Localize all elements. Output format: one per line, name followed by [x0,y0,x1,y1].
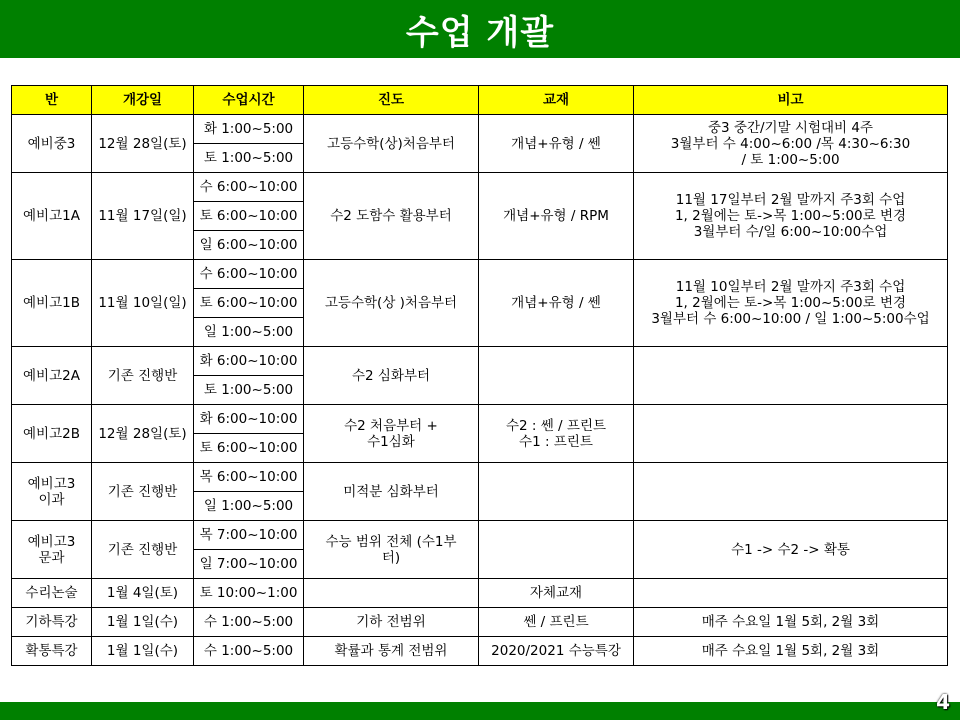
textbook-cell: 개념+유형 / 쎈 [479,260,634,347]
table-row [12,608,948,637]
note-cell: 11월 10일부터 2월 말까지 주3회 수업 1, 2월에는 토->목 1:00~5:00로 변경 3월부터 수 6:00~10:00 / 일 1:00~5:00수업 [634,260,948,347]
progress-cell: 기하 전범위 [304,608,479,637]
note-cell: 중3 중간/기말 시험대비 4주 3월부터 수 4:00~6:00 /목 4:30~6:30 / 토 1:00~5:00 [634,115,948,173]
note-cell: 매주 수요일 1월 5회, 2월 3회 [634,608,948,637]
class-name-cell: 확통특강 [12,637,92,666]
class-time-cell: 토 6:00~10:00 [194,289,304,318]
class-time-cell: 수 6:00~10:00 [194,260,304,289]
class-time-cell: 토 1:00~5:00 [194,144,304,173]
table-row [12,347,948,376]
note-cell: 수1 -> 수2 -> 확통 [634,521,948,579]
progress-cell: 수능 범위 전체 (수1부 터) [304,521,479,579]
header-class: 반 [12,86,92,115]
class-time-cell: 토 6:00~10:00 [194,434,304,463]
table-row [12,521,948,550]
class-time-cell: 수 6:00~10:00 [194,173,304,202]
class-time-cell: 수 1:00~5:00 [194,637,304,666]
page-title: 수업 개괄 [405,12,555,53]
class-time-cell: 일 1:00~5:00 [194,492,304,521]
textbook-cell: 수2 : 쎈 / 프린트 수1 : 프린트 [479,405,634,463]
class-time-cell: 수 1:00~5:00 [194,608,304,637]
note-cell [634,463,948,521]
progress-cell: 수2 도함수 활용부터 [304,173,479,260]
table-row [12,637,948,666]
progress-cell: 수2 처음부터 + 수1심화 [304,405,479,463]
class-name-cell: 예비고3 이과 [12,463,92,521]
table-row [12,260,948,289]
class-time-cell: 토 6:00~10:00 [194,202,304,231]
note-cell [634,405,948,463]
textbook-cell [479,521,634,579]
textbook-cell: 2020/2021 수능특강 [479,637,634,666]
class-name-cell: 예비고2B [12,405,92,463]
table-row [12,579,948,608]
class-name-cell: 예비고2A [12,347,92,405]
class-time-cell: 일 6:00~10:00 [194,231,304,260]
class-name-cell: 수리논술 [12,579,92,608]
class-time-cell: 목 6:00~10:00 [194,463,304,492]
class-time-cell: 화 1:00~5:00 [194,115,304,144]
note-cell [634,579,948,608]
start-date-cell: 1월 1일(수) [92,637,194,666]
class-time-cell: 목 7:00~10:00 [194,521,304,550]
class-time-cell: 일 1:00~5:00 [194,318,304,347]
start-date-cell: 기존 진행반 [92,347,194,405]
class-time-cell: 일 7:00~10:00 [194,550,304,579]
textbook-cell: 쎈 / 프린트 [479,608,634,637]
start-date-cell: 11월 17일(일) [92,173,194,260]
progress-cell: 고등수학(상)처음부터 [304,115,479,173]
table-row [12,463,948,492]
note-cell: 매주 수요일 1월 5회, 2월 3회 [634,637,948,666]
schedule-table [11,85,948,666]
class-time-cell: 토 10:00~1:00 [194,579,304,608]
note-cell: 11월 17일부터 2월 말까지 주3회 수업 1, 2월에는 토->목 1:00~5:00로 변경 3월부터 수/일 6:00~10:00수업 [634,173,948,260]
start-date-cell: 12월 28일(토) [92,115,194,173]
class-name-cell: 예비중3 [12,115,92,173]
class-name-cell: 예비고1B [12,260,92,347]
start-date-cell: 12월 28일(토) [92,405,194,463]
header-class-time: 수업시간 [194,86,304,115]
title-bar [0,0,960,58]
header-note: 비고 [634,86,948,115]
header-row [12,86,948,115]
textbook-cell: 개념+유형 / RPM [479,173,634,260]
textbook-cell: 개념+유형 / 쎈 [479,115,634,173]
start-date-cell: 기존 진행반 [92,463,194,521]
page-number: 4 [936,690,950,714]
bottom-bar [0,702,960,720]
table-row [12,405,948,434]
textbook-cell [479,463,634,521]
start-date-cell: 기존 진행반 [92,521,194,579]
start-date-cell: 1월 4일(토) [92,579,194,608]
table-row [12,115,948,144]
start-date-cell: 11월 10일(일) [92,260,194,347]
progress-cell: 확률과 통계 전범위 [304,637,479,666]
class-time-cell: 화 6:00~10:00 [194,405,304,434]
progress-cell [304,579,479,608]
header-progress: 진도 [304,86,479,115]
class-time-cell: 화 6:00~10:00 [194,347,304,376]
note-cell [634,347,948,405]
table-row [12,173,948,202]
textbook-cell [479,347,634,405]
progress-cell: 미적분 심화부터 [304,463,479,521]
start-date-cell: 1월 1일(수) [92,608,194,637]
class-name-cell: 예비고1A [12,173,92,260]
progress-cell: 수2 심화부터 [304,347,479,405]
header-textbook: 교재 [479,86,634,115]
textbook-cell: 자체교재 [479,579,634,608]
header-start-date: 개강일 [92,86,194,115]
class-name-cell: 기하특강 [12,608,92,637]
class-name-cell: 예비고3 문과 [12,521,92,579]
class-time-cell: 토 1:00~5:00 [194,376,304,405]
progress-cell: 고등수학(상 )처음부터 [304,260,479,347]
